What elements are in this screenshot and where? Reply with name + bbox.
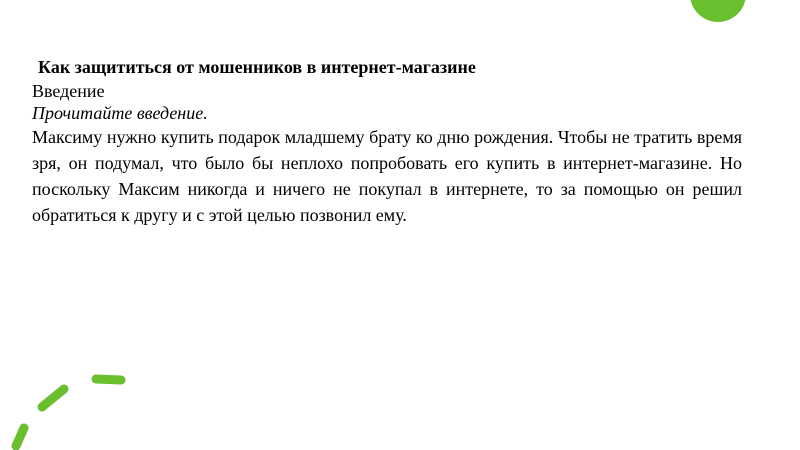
- document-title: Как защититься от мошенников в интернет-магазине: [38, 57, 476, 77]
- green-circle-decoration: [690, 0, 746, 22]
- section-heading: Введение: [32, 81, 105, 101]
- document-content: [32, 56, 742, 228]
- dashed-arc-decoration: [16, 379, 121, 446]
- instruction-text: Прочитайте введение.: [32, 103, 208, 123]
- body-paragraph: Максиму нужно купить подарок младшему брату ко дню рождения. Чтобы не тратить время зря, он подумал, что было бы неплохо попробовать его купить в интернет-магазине. Но поскольку Максим никогда и ничего не покупал в интернете, то за помощью он решил обратиться к другу и с этой целью позвонил ему.: [32, 127, 742, 225]
